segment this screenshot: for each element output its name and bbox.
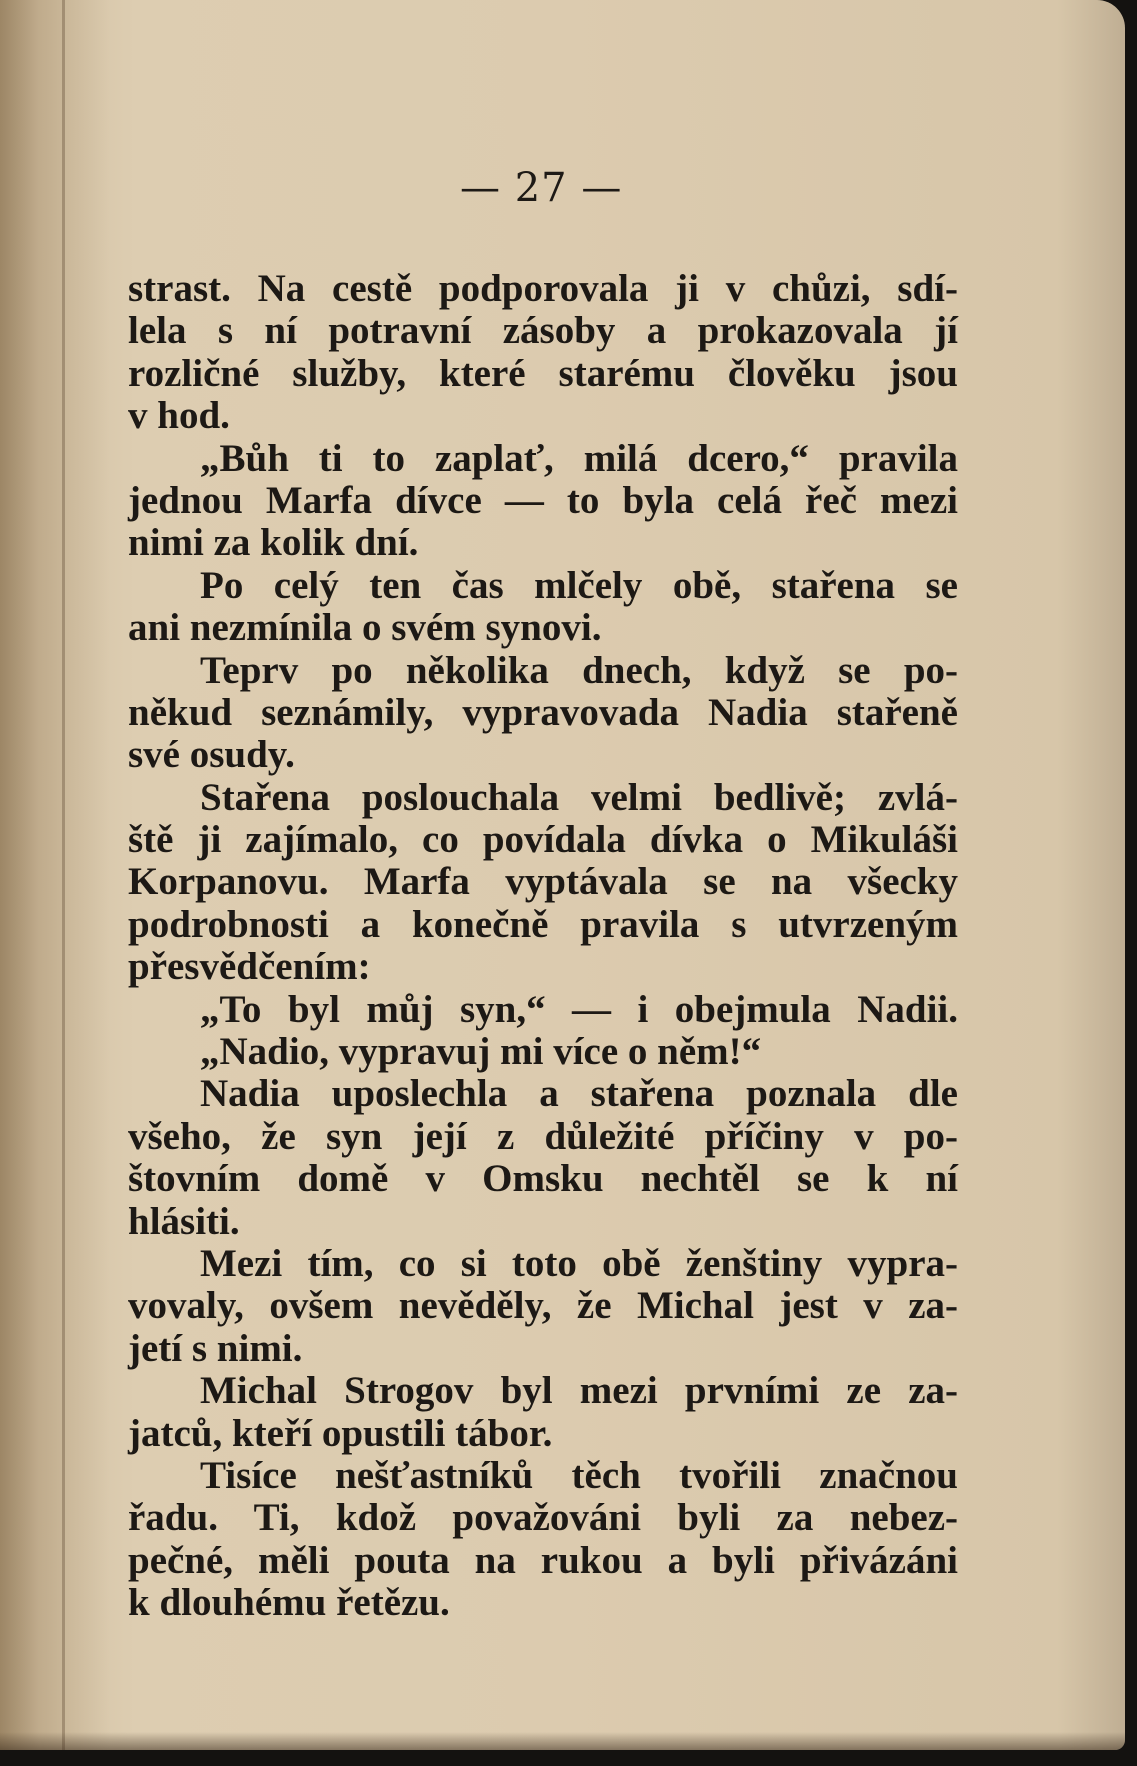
text-line: k dlouhému řetězu. <box>128 1581 450 1625</box>
text-line: „Nadio, vypravuj mi více o něm!“ <box>200 1030 762 1074</box>
text-line: Mezi tím, co si toto obě ženštiny vypra- <box>200 1241 958 1285</box>
text-line: někud seznámily, vypravovada Nadia stařeně <box>128 690 958 734</box>
text-line: rozličné služby, které starému člověku jsou <box>128 351 958 395</box>
text-line: jetí s nimi. <box>128 1326 303 1370</box>
text-line: Teprv po několika dnech, když se po- <box>200 648 958 692</box>
text-line: v hod. <box>128 394 230 438</box>
spine-fold <box>62 0 65 1750</box>
text-line: strast. Na cestě podporovala ji v chůzi, sdí- <box>128 267 958 310</box>
text-line: štovním domě v Omsku nechtěl se k ní <box>128 1157 958 1201</box>
text-line: vovaly, ovšem nevěděly, že Michal jest v za- <box>128 1284 958 1328</box>
text-line: ani nezmínila o svém synovi. <box>128 606 602 650</box>
text-line: Tisíce nešťastníků těch tvořili značnou <box>200 1453 958 1497</box>
text-line: Michal Strogov byl mezi prvními ze za- <box>200 1369 958 1413</box>
text-line: jednou Marfa dívce — to byla celá řeč mezi <box>128 478 958 522</box>
text-line: ště ji zajímalo, co povídala dívka o Mikuláši <box>128 818 958 862</box>
text-line: Stařena poslouchala velmi bedlivě; zvlá- <box>200 775 958 819</box>
text-line: hlásiti. <box>128 1199 240 1243</box>
page-bottom-edge <box>0 1732 1125 1750</box>
text-line: řadu. Ti, kdož považováni byli za nebez- <box>128 1496 958 1540</box>
page-spine-shadow <box>0 0 110 1750</box>
text-line: své osudy. <box>128 733 295 777</box>
text-line: Po celý ten čas mlčely obě, stařena se <box>200 563 958 607</box>
text-line: jatců, kteří opustili tábor. <box>128 1411 553 1455</box>
text-line: Nadia uposlechla a stařena poznala dle <box>200 1072 958 1116</box>
text-line: všeho, že syn její z důležité příčiny v po- <box>128 1114 958 1158</box>
text-line: nimi za kolik dní. <box>128 521 419 565</box>
text-line: lela s ní potravní zásoby a prokazovala jí <box>128 309 958 353</box>
page-number: — 27 — <box>460 165 623 211</box>
body-text <box>128 268 958 1625</box>
text-line: pečné, měli pouta na rukou a byli přivázáni <box>128 1538 958 1582</box>
text-line: podrobnosti a konečně pravila s utvrzeným <box>128 902 958 946</box>
text-line: Korpanovu. Marfa vyptávala se na všecky <box>128 860 958 904</box>
text-line: „To byl můj syn,“ — i obejmula Nadii. <box>200 987 958 1031</box>
text-line: přesvědčením: <box>128 945 371 989</box>
text-line: „Bůh ti to zaplať, milá dcero,“ pravila <box>200 436 958 480</box>
